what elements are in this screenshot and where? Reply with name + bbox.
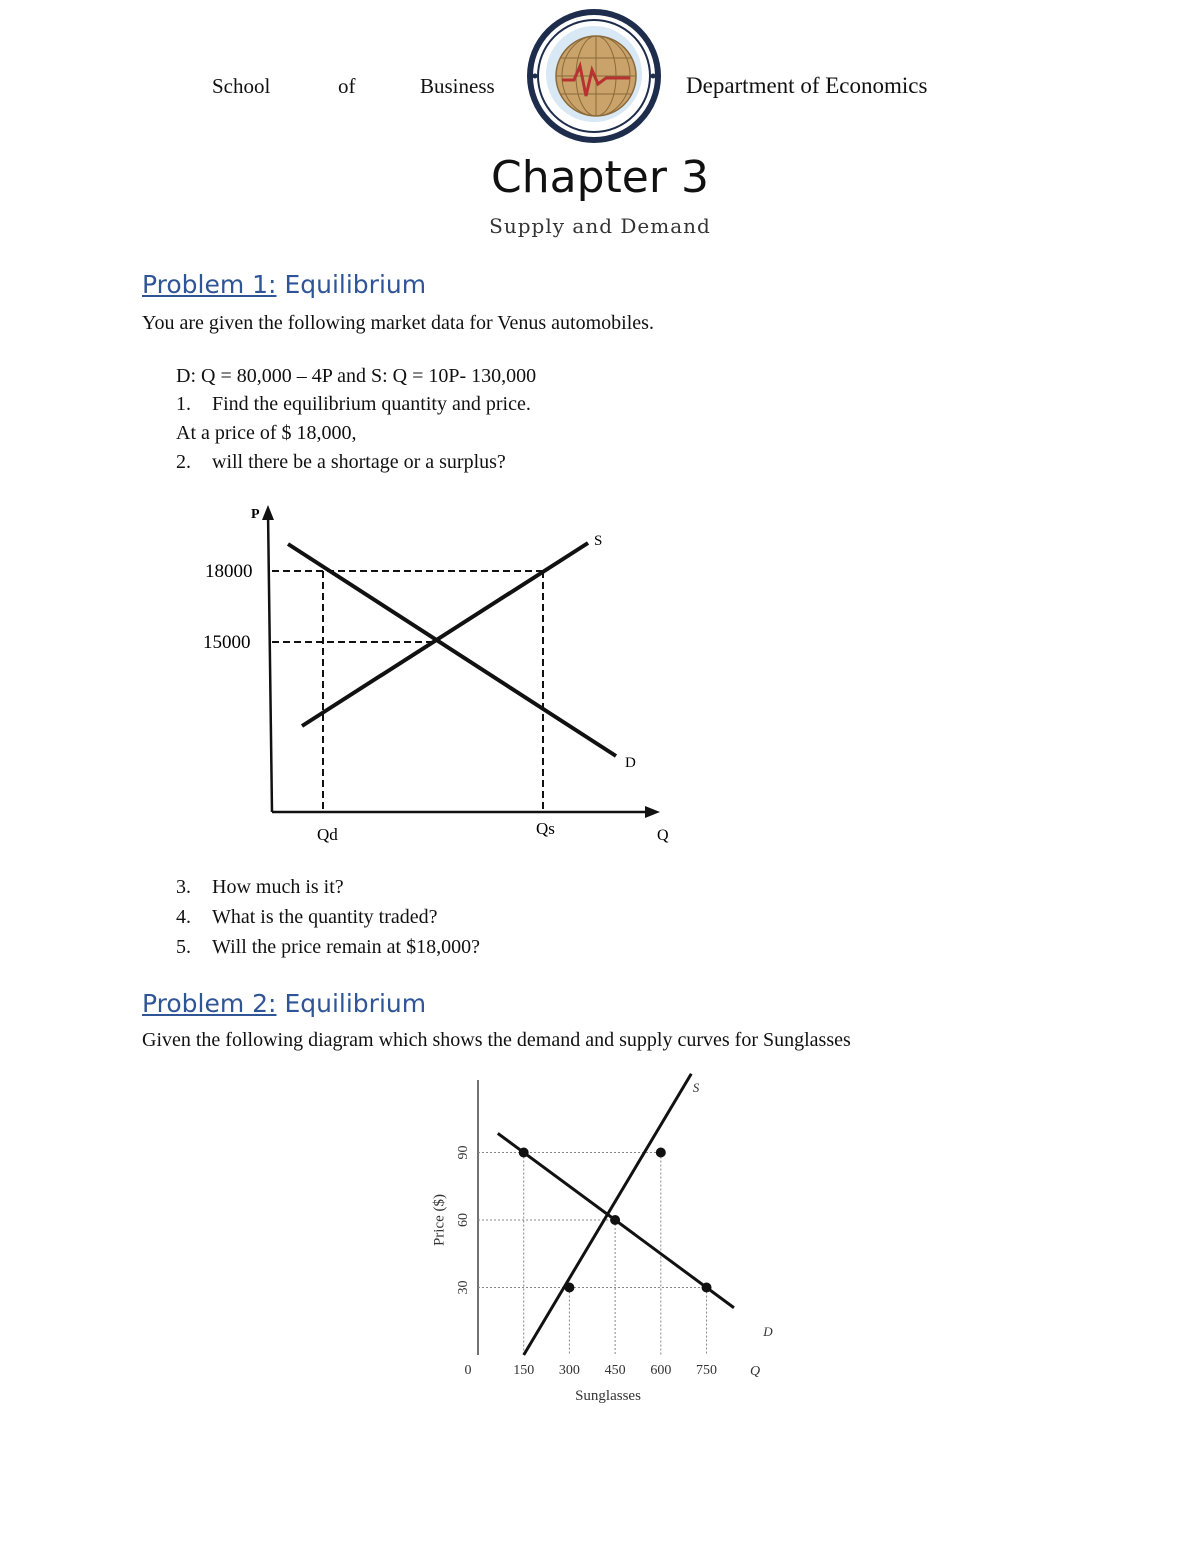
chart2-xtick-150: 150 [513, 1363, 535, 1378]
chart2-xlabel: Sunglasses [575, 1388, 641, 1404]
question-3-number: 3. [176, 876, 191, 898]
problem2-heading-label: Equilibrium [276, 989, 427, 1018]
question-3: How much is it? [212, 876, 344, 898]
chart2-xtick-750: 750 [696, 1363, 718, 1378]
header-department: Department of Economics [686, 73, 928, 98]
page-subtitle: Supply and Demand [489, 214, 711, 238]
chart2-xtick-450: 450 [604, 1363, 626, 1378]
question-5-number: 5. [176, 936, 191, 958]
problem1-equation: D: Q = 80,000 – 4P and S: Q = 10P- 130,000 [176, 365, 537, 387]
chart2-xtick-300: 300 [558, 1363, 580, 1378]
chart1-label-15000: 15000 [203, 632, 251, 653]
question-4: What is the quantity traded? [212, 906, 438, 928]
chart1-label-18000: 18000 [205, 561, 253, 582]
chart2-point-4 [702, 1283, 712, 1293]
problem2-intro: Given the following diagram which shows the demand and supply curves for Sunglasses [142, 1029, 851, 1051]
header-business: Business [420, 74, 495, 98]
chart1-label-d: D [625, 755, 636, 771]
chart2-origin-label: 0 [464, 1363, 472, 1378]
chart1-label-q: Q [657, 827, 669, 844]
problem1-intro: You are given the following market data for Venus automobiles. [142, 312, 654, 334]
question-1-number: 1. [176, 393, 191, 415]
chart1-p-label: P [251, 507, 260, 522]
chart2-point-1 [656, 1148, 666, 1158]
chart1-label-qd: Qd [317, 825, 338, 844]
chart2-ytick-90: 90 [456, 1145, 472, 1160]
chart2-point-0 [519, 1148, 529, 1158]
chart1-label-qs: Qs [536, 819, 555, 838]
chart2-xtick-600: 600 [650, 1363, 672, 1378]
question-4-number: 4. [176, 906, 191, 928]
chart2-point-2 [610, 1215, 620, 1225]
question-5: Will the price remain at $18,000? [212, 936, 480, 958]
price-line: At a price of $ 18,000, [176, 422, 357, 444]
problem2-heading-number: Problem 2: [142, 989, 277, 1018]
page-title: Chapter 3 [491, 152, 709, 203]
chart1-label-s: S [594, 533, 603, 549]
header-school: School [212, 74, 271, 98]
question-2: will there be a shortage or a surplus? [212, 451, 506, 473]
question-2-number: 2. [176, 451, 191, 473]
question-1: Find the equilibrium quantity and price. [212, 393, 531, 415]
chart2-point-3 [564, 1283, 574, 1293]
chart2-ylabel: Price ($) [431, 1193, 448, 1247]
chart2-series-label-d: D [763, 1324, 773, 1339]
chart2-series-label-s: S [692, 1080, 700, 1095]
problem1-heading-label: Equilibrium [276, 270, 427, 299]
chart2-xtick-q: Q [749, 1364, 761, 1379]
chart2-ytick-30: 30 [456, 1280, 472, 1295]
problem1-heading-number: Problem 1: [142, 270, 277, 299]
header-of: of [338, 74, 356, 98]
chart2-ytick-60: 60 [456, 1213, 472, 1227]
